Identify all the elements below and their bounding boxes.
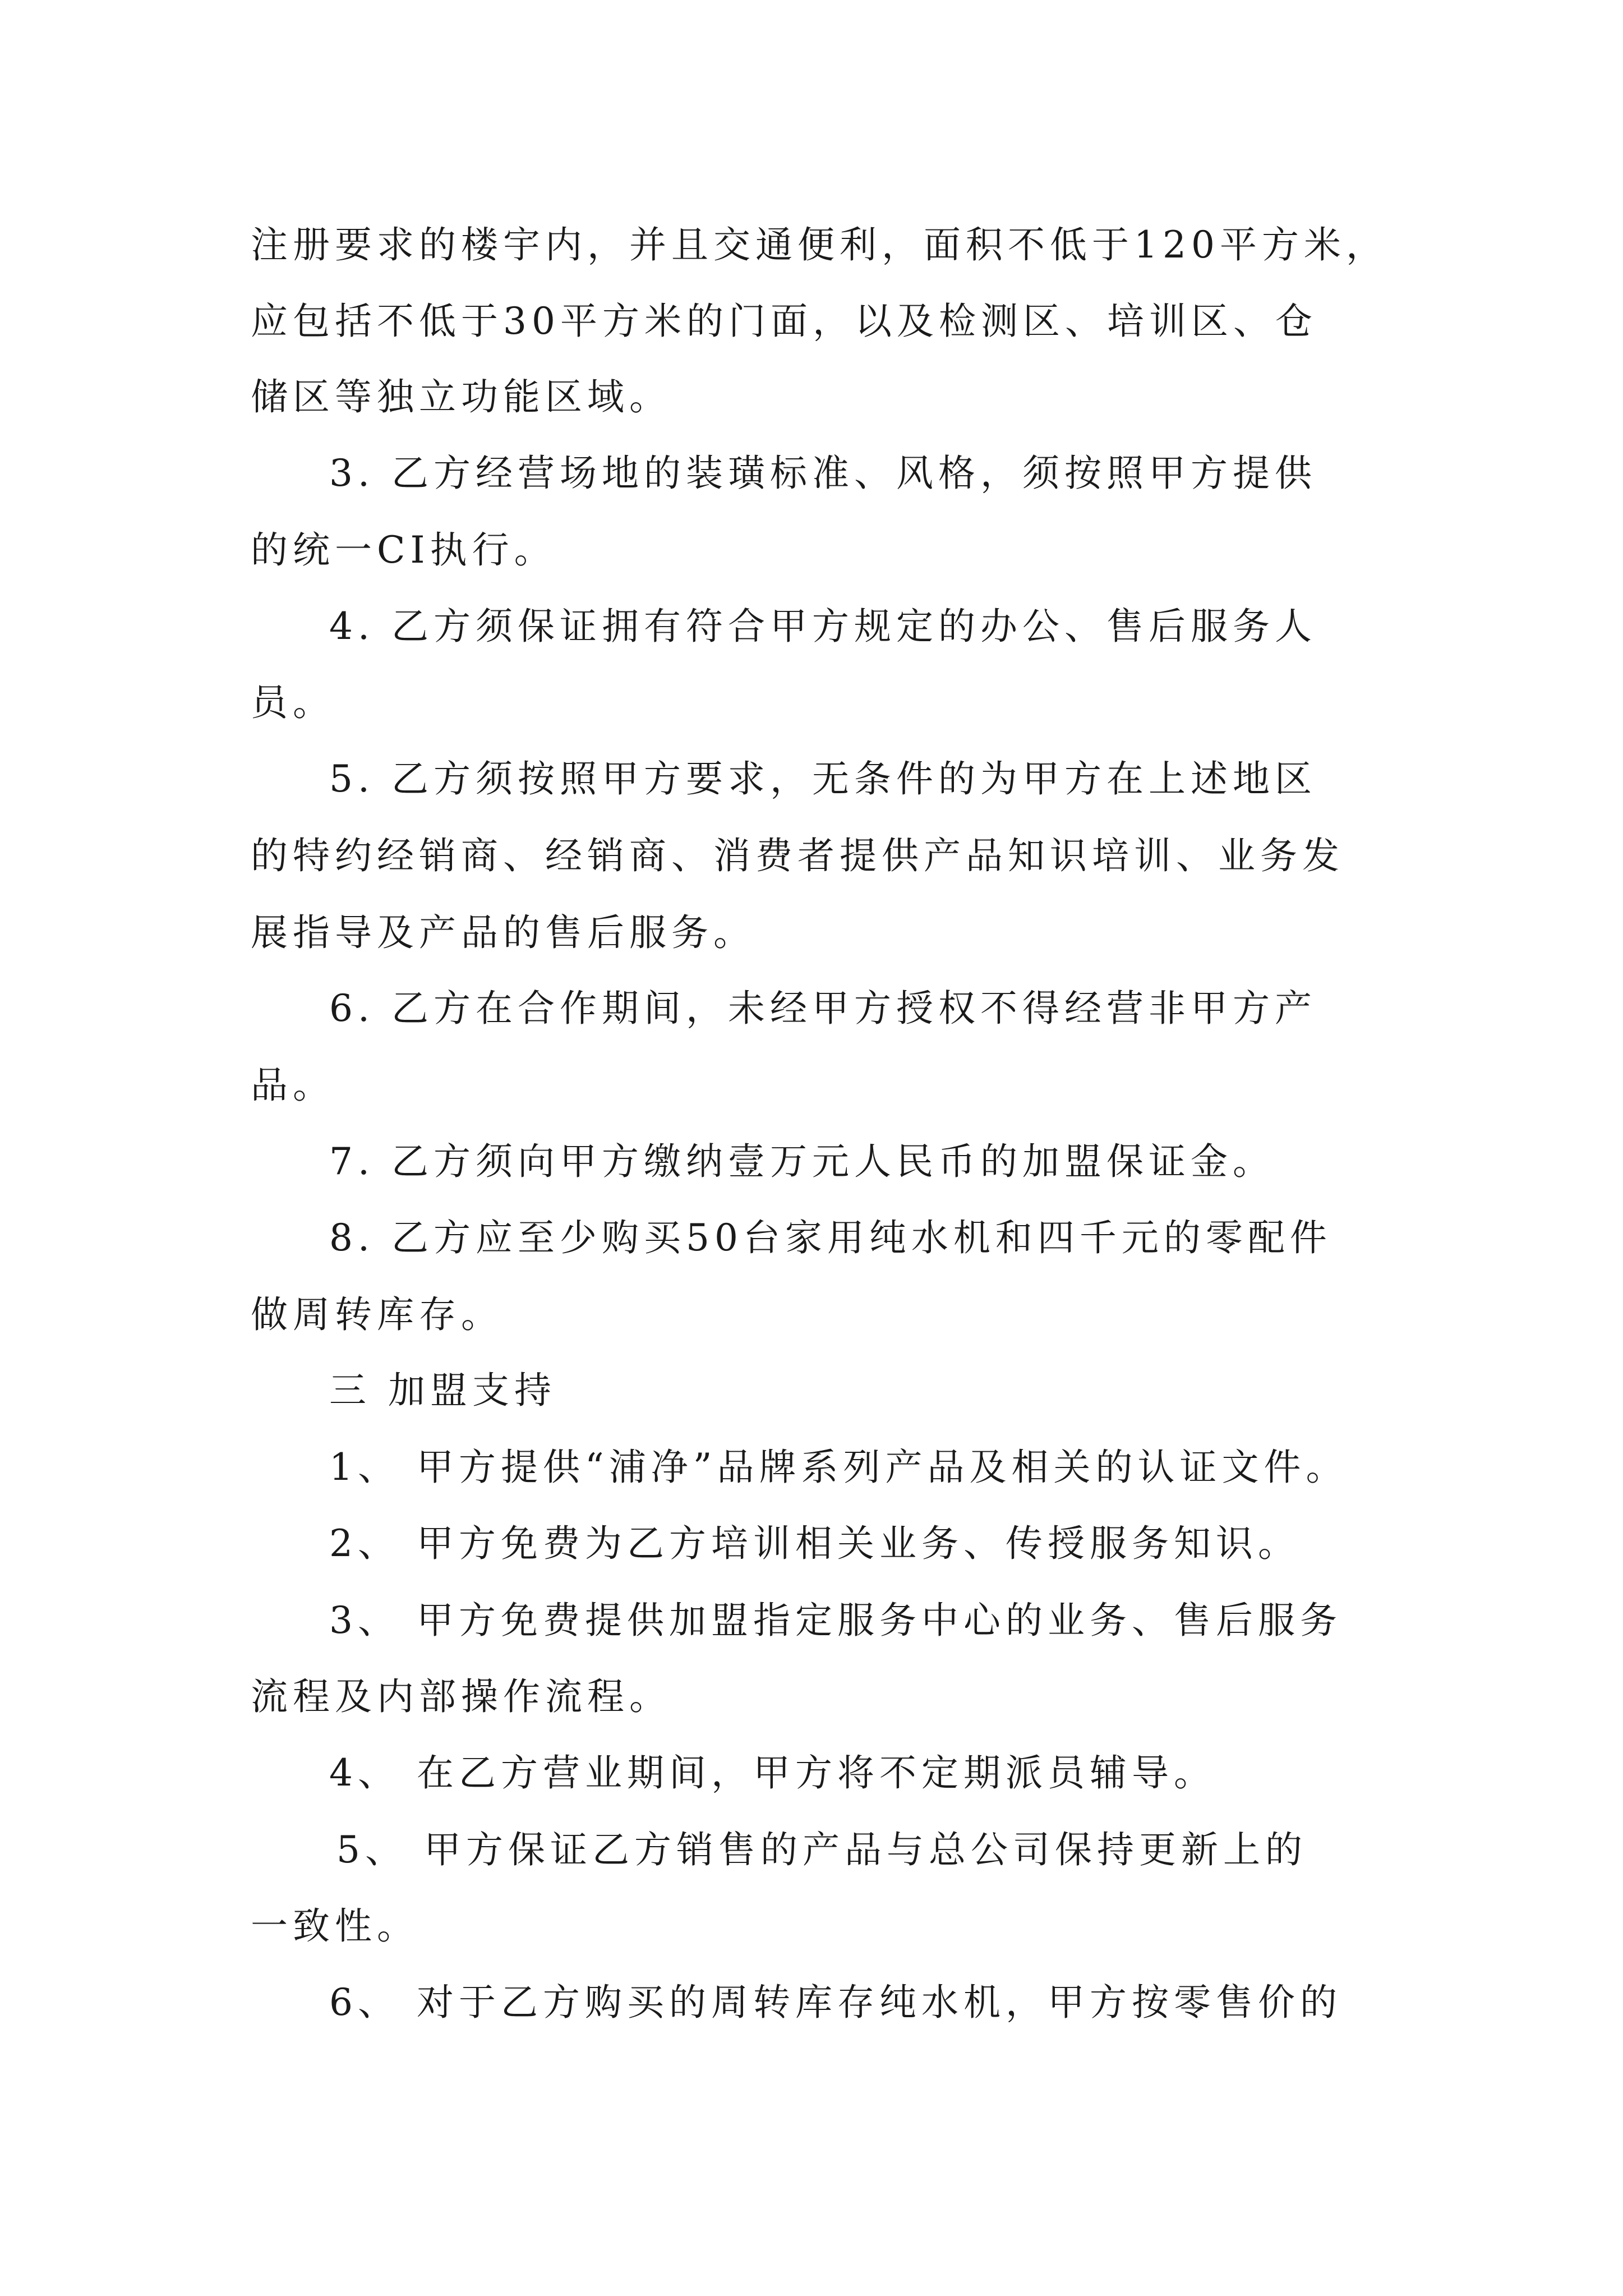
item-6-line-1: 6. 乙方在合作期间，未经甲方授权不得经营非甲方产 xyxy=(329,987,1317,1030)
item-3-line-2: 的统一CI执行。 xyxy=(251,528,556,572)
support-item-5-line-2: 一致性。 xyxy=(251,1904,419,1948)
item-6-line-2: 品。 xyxy=(251,1064,335,1107)
support-item-3-line-2: 流程及内部操作流程。 xyxy=(251,1675,671,1718)
item-8-line-2: 做周转库存。 xyxy=(251,1293,503,1336)
item-5-line-1: 5. 乙方须按照甲方要求，无条件的为甲方在上述地区 xyxy=(329,757,1317,800)
support-item-3-line-1: 3、 甲方免费提供加盟指定服务中心的业务、售后服务 xyxy=(329,1599,1342,1642)
item-4-line-1: 4. 乙方须保证拥有符合甲方规定的办公、售后服务人 xyxy=(329,605,1317,648)
item-4-line-2: 员。 xyxy=(251,681,335,724)
support-item-1: 1、 甲方提供“浦净”品牌系列产品及相关的认证文件。 xyxy=(329,1446,1348,1489)
support-item-4: 4、 在乙方营业期间，甲方将不定期派员辅导。 xyxy=(329,1751,1216,1795)
item-7-line-1: 7. 乙方须向甲方缴纳壹万元人民币的加盟保证金。 xyxy=(329,1140,1275,1183)
item-3-line-1: 3. 乙方经营场地的装璜标准、风格，须按照甲方提供 xyxy=(329,452,1317,495)
item-8-line-1: 8. 乙方应至少购买50台家用纯水机和四千元的零配件 xyxy=(329,1216,1332,1259)
text-line-1: 注册要求的楼宇内，并且交通便利，面积不低于120平方米， xyxy=(251,223,1388,266)
item-5-line-2: 的特约经销商、经销商、消费者提供产品知识培训、业务发 xyxy=(251,834,1344,877)
text-line-2: 应包括不低于30平方米的门面，以及检测区、培训区、仓 xyxy=(251,300,1317,343)
item-5-line-3: 展指导及产品的售后服务。 xyxy=(251,911,755,954)
support-item-5-line-1: 5、 甲方保证乙方销售的产品与总公司保持更新上的 xyxy=(336,1828,1307,1871)
support-item-6-line-1: 6、 对于乙方购买的周转库存纯水机，甲方按零售价的 xyxy=(329,1981,1342,2024)
support-item-2: 2、 甲方免费为乙方培训相关业务、传授服务知识。 xyxy=(329,1522,1300,1565)
text-line-3: 储区等独立功能区域。 xyxy=(251,375,671,418)
section-heading: 三 加盟支持 xyxy=(329,1369,556,1412)
